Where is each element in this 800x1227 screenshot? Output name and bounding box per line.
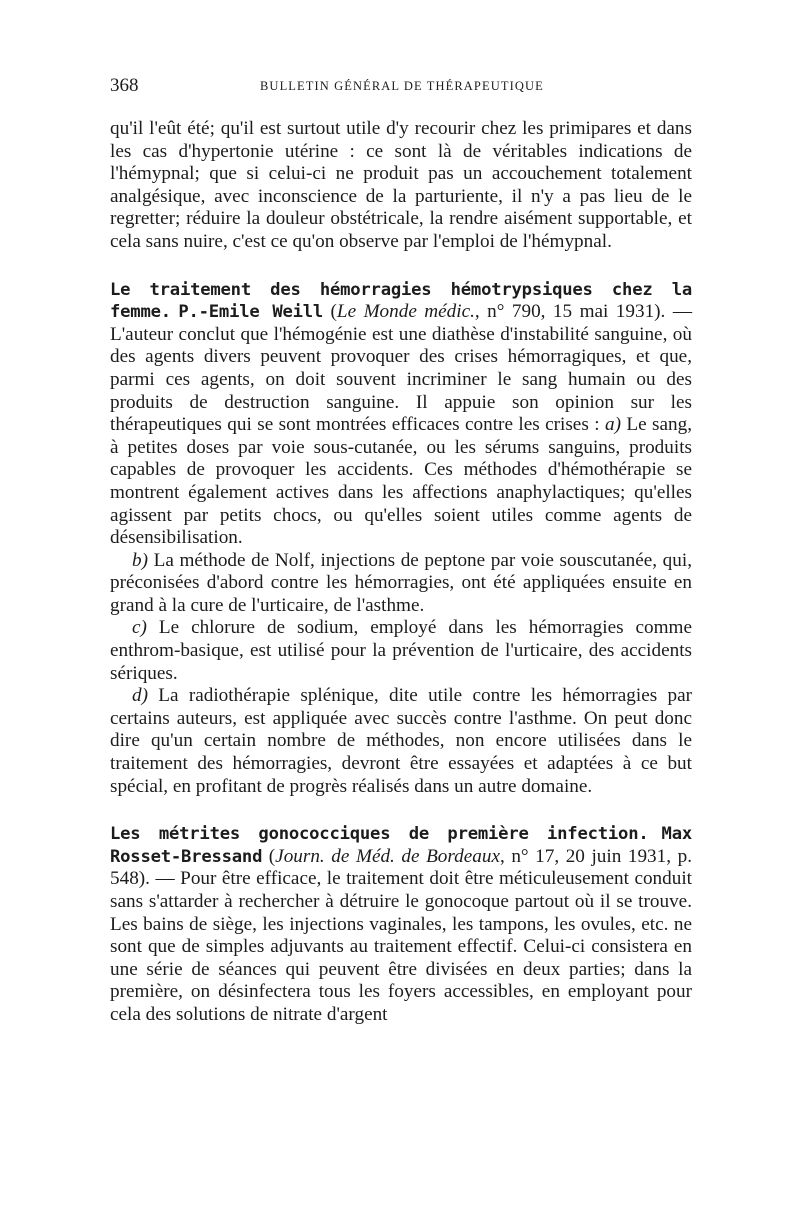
page-body xyxy=(110,118,692,1027)
page-number: 368 xyxy=(110,75,139,96)
article-body: — L'auteur conclut que l'hémogénie est une diathèse d'instabilité sanguine, où des agents divers peuvent provoquer des crises hémorragiques, et que, parmi ces agents, on doit souvent incriminer le sang humain ou des produits de destruction sanguine. Il appuie son opinion sur les thérapeutiques qui se sont montrées efficaces contre les crises : xyxy=(110,301,692,436)
article-author: Max Rosset-Bressand xyxy=(110,824,692,867)
article-author: P.-Emile Weill xyxy=(178,302,324,323)
list-item-c xyxy=(110,617,692,685)
list-item-b xyxy=(110,550,692,618)
article-journal: Journ. de Méd. de Bordeaux xyxy=(275,845,500,867)
article-metrites: Les métrites gonococciques de première infection. Max Rosset-Bressand (Journ. de Méd. de Bordeaux, n° 17, 20 juin 1931, p. 548). — Pour être efficace, le traitement doit être méticuleusement conduit sans s'attarder à rechercher à détruire le gonocoque partout où il se trouve. Les bains de siège, les injections vaginales, les tampons, les ovules, etc. ne sont que de simples adjuvants au traitement effectif. Celui-ci consistera en une série de séances qui peuvent être divisées en deux parties; dans la première, on désinfectera tous les foyers accessibles, en employant pour cela des solutions de nitrate d'argent xyxy=(110,824,693,1025)
item-letter: c) xyxy=(132,617,147,639)
list-item-d xyxy=(110,685,692,798)
article-title: Le traitement des hémorragies hémotrypsiques chez la femme. xyxy=(110,279,692,323)
item-text: La méthode de Nolf, injections de peptone par voie souscutanée, qui, préconisées d'abord contre les hémorragies, ont été appliquées ensuite en grand à la cure de l'urticaire, de l'asthme. xyxy=(110,549,692,616)
item-text: Le sang, à petites doses par voie sous-cutanée, ou les sérums sanguins, produits capables de provoquer les accidents. Ces méthodes d'hémothérapie se montrent également actives dans les affections anaphylactiques; qu'elles agissent par petits chocs, ou qu'elles soient utiles comme agents de désensibilisation. xyxy=(110,414,692,549)
article-body: — Pour être efficace, le traitement doit être méticuleusement conduit sans s'attarder à rechercher à détruire le gonocoque partout où il se trouve. Les bains de siège, les injections vaginales, les tampons, les ovules, etc. ne sont que de simples adjuvants au traitement effectif. Celui-ci consistera en une série de séances qui peuvent être divisées en deux parties; dans la première, on désinfectera tous les foyers accessibles, en employant pour cela des solutions de nitrate d'argent xyxy=(110,868,693,1025)
intro-paragraph: qu'il l'eût été; qu'il est surtout utile d'y recourir chez les primipares et dans les cas d'hypertonie utérine : ce sont là de véritables indications de l'hémypnal; que si celui-ci ne produit pas un accouchement totalement analgésique, avec inconscience de la parturiente, il n'y a pas lieu de le regretter; réduire la douleur obstétricale, la rendre aisément supportable, et cela sans nuire, c'est ce qu'on observe par l'emploi de l'hémypnal. xyxy=(110,118,692,252)
running-title: BULLETIN GÉNÉRAL DE THÉRAPEUTIQUE xyxy=(260,79,544,93)
item-letter: d) xyxy=(132,685,148,707)
article-citation: , n° 790, 15 mai 1931). xyxy=(474,301,666,323)
article-title: Les métrites gonococciques de première infection. xyxy=(110,824,649,845)
item-text: Le chlorure de sodium, employé dans les hémorragies comme enthrom-basique, est utilisé pour la prévention de l'urticaire, des accidents sériques. xyxy=(110,617,693,684)
item-letter: a) xyxy=(604,414,621,436)
article-citation: , n° 17, 20 juin 1931, p. 548). xyxy=(110,845,692,890)
item-letter: b) xyxy=(132,549,148,571)
article-journal: Le Monde médic. xyxy=(336,301,475,323)
item-text: La radiothérapie splénique, dite utile contre les hémorragies par certains auteurs, est appliquée avec succès contre l'asthme. On peut donc dire qu'un certain nombre de méthodes, non encore utilisées dans le traitement des hémorragies, devront être essayées et adaptées à ce but spécial, en profitant de progrès réalisés dans un autre domaine. xyxy=(110,685,692,797)
article-hemorragies: Le traitement des hémorragies hémotrypsiques chez la femme. P.-Emile Weill (Le Monde médic., n° 790, 15 mai 1931). — L'auteur conclut que l'hémogénie est une diathèse d'instabilité sanguine, où des agents divers peuvent provoquer des crises hémorragiques, et que, parmi ces agents, on doit souvent incriminer le sang humain ou des produits de destruction sanguine. Il appuie son opinion sur les thérapeutiques qui se sont montrées efficaces contre les crises : a) Le sang, à petites doses par voie sous-cutanée, ou les sérums sanguins, produits capables de provoquer les accidents. Ces méthodes d'hémothérapie se montrent également actives dans les affections anaphylactiques; qu'elles agissent par petits chocs, ou qu'elles soient utiles comme agents de désensibilisation. xyxy=(110,279,692,549)
page-header xyxy=(110,75,692,103)
